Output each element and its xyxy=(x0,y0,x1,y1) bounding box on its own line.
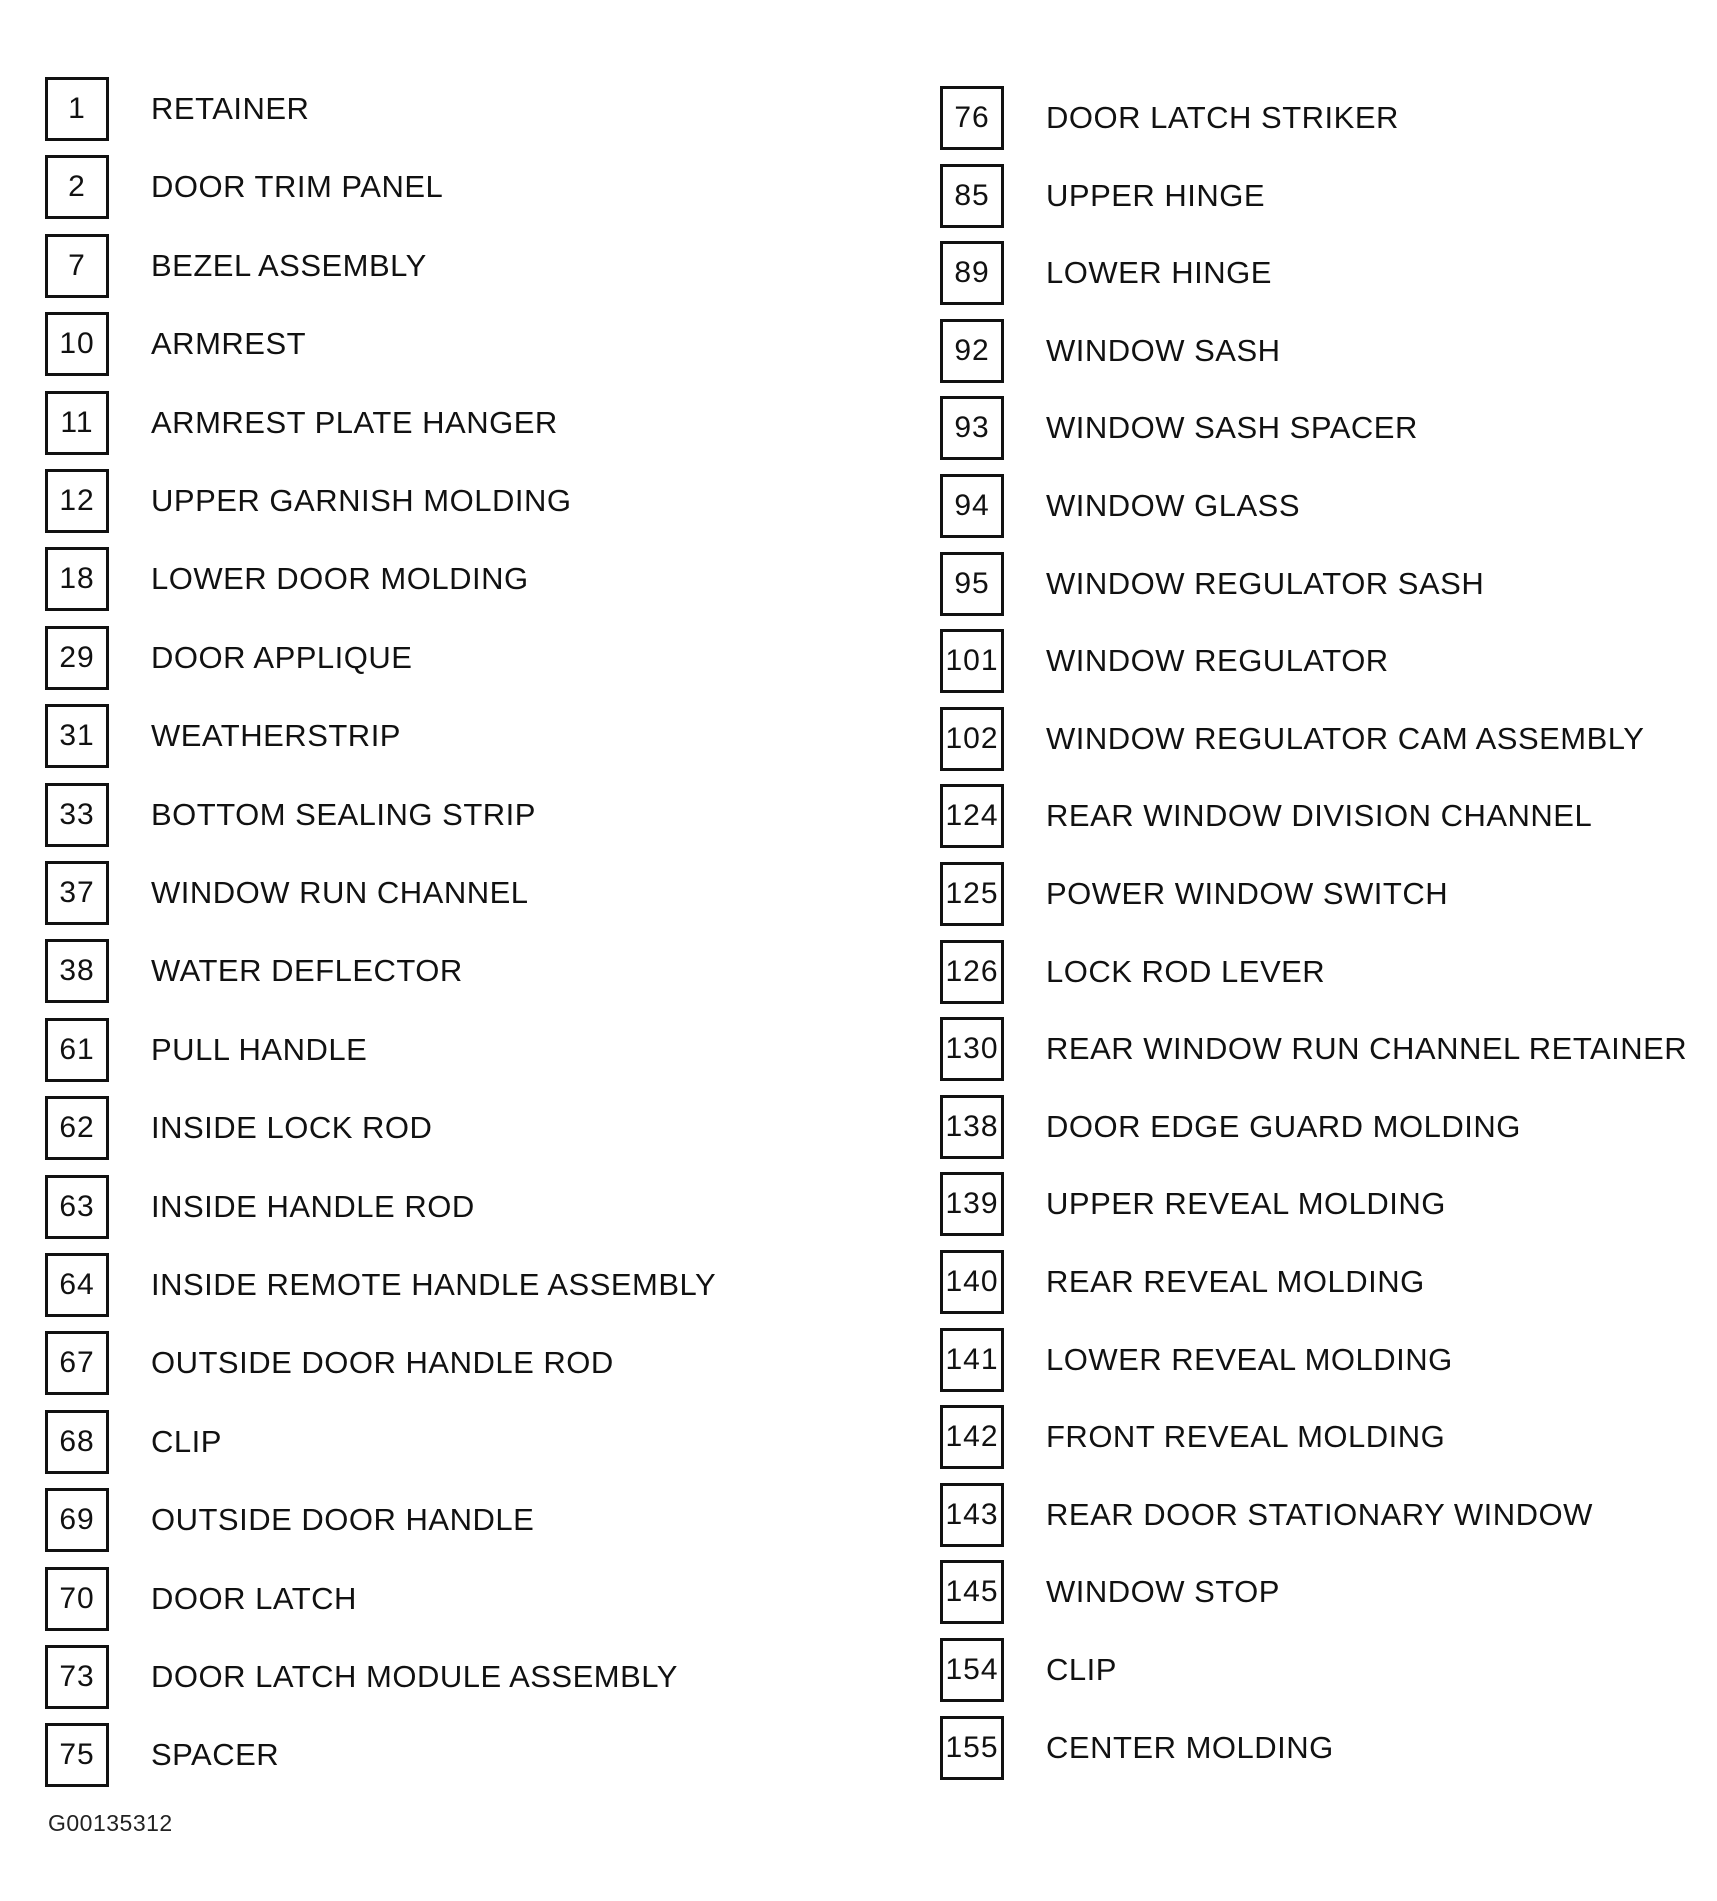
part-label: WINDOW GLASS xyxy=(1046,488,1301,523)
part-label: WINDOW REGULATOR CAM ASSEMBLY xyxy=(1046,721,1645,756)
callout-number: 76 xyxy=(940,86,1004,150)
callout-number: 154 xyxy=(940,1638,1004,1702)
callout-number: 130 xyxy=(940,1017,1004,1081)
part-label: WINDOW STOP xyxy=(1046,1574,1280,1609)
callout-number: 11 xyxy=(45,391,109,455)
part-label: UPPER REVEAL MOLDING xyxy=(1046,1186,1446,1221)
callout-number: 102 xyxy=(940,707,1004,771)
part-label: UPPER GARNISH MOLDING xyxy=(151,483,572,518)
part-label: REAR REVEAL MOLDING xyxy=(1046,1264,1425,1299)
part-label: LOWER HINGE xyxy=(1046,255,1272,290)
part-label: POWER WINDOW SWITCH xyxy=(1046,876,1449,911)
part-label: REAR WINDOW DIVISION CHANNEL xyxy=(1046,798,1593,833)
callout-number: 95 xyxy=(940,552,1004,616)
part-label: CENTER MOLDING xyxy=(1046,1730,1334,1765)
part-label: BOTTOM SEALING STRIP xyxy=(151,797,536,832)
callout-number: 139 xyxy=(940,1172,1004,1236)
callout-number: 73 xyxy=(45,1645,109,1709)
part-label: BEZEL ASSEMBLY xyxy=(151,248,427,283)
callout-number: 68 xyxy=(45,1410,109,1474)
callout-number: 18 xyxy=(45,547,109,611)
callout-number: 143 xyxy=(940,1483,1004,1547)
callout-number: 12 xyxy=(45,469,109,533)
part-label: CLIP xyxy=(1046,1652,1117,1687)
callout-number: 70 xyxy=(45,1567,109,1631)
callout-number: 89 xyxy=(940,241,1004,305)
part-label: WINDOW SASH xyxy=(1046,333,1281,368)
callout-number: 125 xyxy=(940,862,1004,926)
part-label: INSIDE REMOTE HANDLE ASSEMBLY xyxy=(151,1267,717,1302)
part-label: REAR DOOR STATIONARY WINDOW xyxy=(1046,1497,1593,1532)
callout-number: 142 xyxy=(940,1405,1004,1469)
callout-number: 69 xyxy=(45,1488,109,1552)
callout-number: 126 xyxy=(940,940,1004,1004)
part-label: RETAINER xyxy=(151,91,310,126)
part-label: INSIDE HANDLE ROD xyxy=(151,1189,475,1224)
part-label: DOOR LATCH STRIKER xyxy=(1046,100,1399,135)
callout-number: 93 xyxy=(940,396,1004,460)
callout-number: 38 xyxy=(45,939,109,1003)
callout-number: 67 xyxy=(45,1331,109,1395)
part-label: FRONT REVEAL MOLDING xyxy=(1046,1419,1446,1454)
part-label: SPACER xyxy=(151,1737,280,1772)
callout-number: 10 xyxy=(45,312,109,376)
part-label: DOOR TRIM PANEL xyxy=(151,169,444,204)
part-label: REAR WINDOW RUN CHANNEL RETAINER xyxy=(1046,1031,1688,1066)
part-label: ARMREST PLATE HANGER xyxy=(151,405,558,440)
callout-number: 85 xyxy=(940,164,1004,228)
callout-number: 145 xyxy=(940,1560,1004,1624)
part-label: WEATHERSTRIP xyxy=(151,718,401,753)
callout-number: 141 xyxy=(940,1328,1004,1392)
callout-number: 62 xyxy=(45,1096,109,1160)
part-label: DOOR LATCH MODULE ASSEMBLY xyxy=(151,1659,678,1694)
part-label: DOOR APPLIQUE xyxy=(151,640,413,675)
callout-number: 92 xyxy=(940,319,1004,383)
figure-id: G00135312 xyxy=(48,1810,173,1836)
callout-number: 7 xyxy=(45,234,109,298)
callout-number: 101 xyxy=(940,629,1004,693)
part-label: WINDOW REGULATOR xyxy=(1046,643,1389,678)
part-label: INSIDE LOCK ROD xyxy=(151,1110,433,1145)
callout-number: 1 xyxy=(45,77,109,141)
part-label: WINDOW REGULATOR SASH xyxy=(1046,566,1485,601)
part-label: OUTSIDE DOOR HANDLE ROD xyxy=(151,1345,614,1380)
part-label: UPPER HINGE xyxy=(1046,178,1266,213)
callout-number: 33 xyxy=(45,783,109,847)
part-label: LOWER REVEAL MOLDING xyxy=(1046,1342,1453,1377)
callout-number: 61 xyxy=(45,1018,109,1082)
callout-number: 94 xyxy=(940,474,1004,538)
callout-number: 31 xyxy=(45,704,109,768)
part-label: WATER DEFLECTOR xyxy=(151,953,463,988)
part-label: DOOR LATCH xyxy=(151,1581,357,1616)
callout-number: 124 xyxy=(940,784,1004,848)
callout-number: 140 xyxy=(940,1250,1004,1314)
callout-number: 155 xyxy=(940,1716,1004,1780)
part-label: LOCK ROD LEVER xyxy=(1046,954,1326,989)
callout-number: 63 xyxy=(45,1175,109,1239)
callout-number: 29 xyxy=(45,626,109,690)
callout-number: 2 xyxy=(45,155,109,219)
callout-number: 138 xyxy=(940,1095,1004,1159)
callout-number: 37 xyxy=(45,861,109,925)
part-label: PULL HANDLE xyxy=(151,1032,368,1067)
part-label: DOOR EDGE GUARD MOLDING xyxy=(1046,1109,1521,1144)
callout-number: 64 xyxy=(45,1253,109,1317)
part-label: WINDOW RUN CHANNEL xyxy=(151,875,529,910)
callout-number: 75 xyxy=(45,1723,109,1787)
part-label: WINDOW SASH SPACER xyxy=(1046,410,1418,445)
part-label: LOWER DOOR MOLDING xyxy=(151,561,529,596)
part-label: OUTSIDE DOOR HANDLE xyxy=(151,1502,535,1537)
part-label: CLIP xyxy=(151,1424,222,1459)
part-label: ARMREST xyxy=(151,326,307,361)
